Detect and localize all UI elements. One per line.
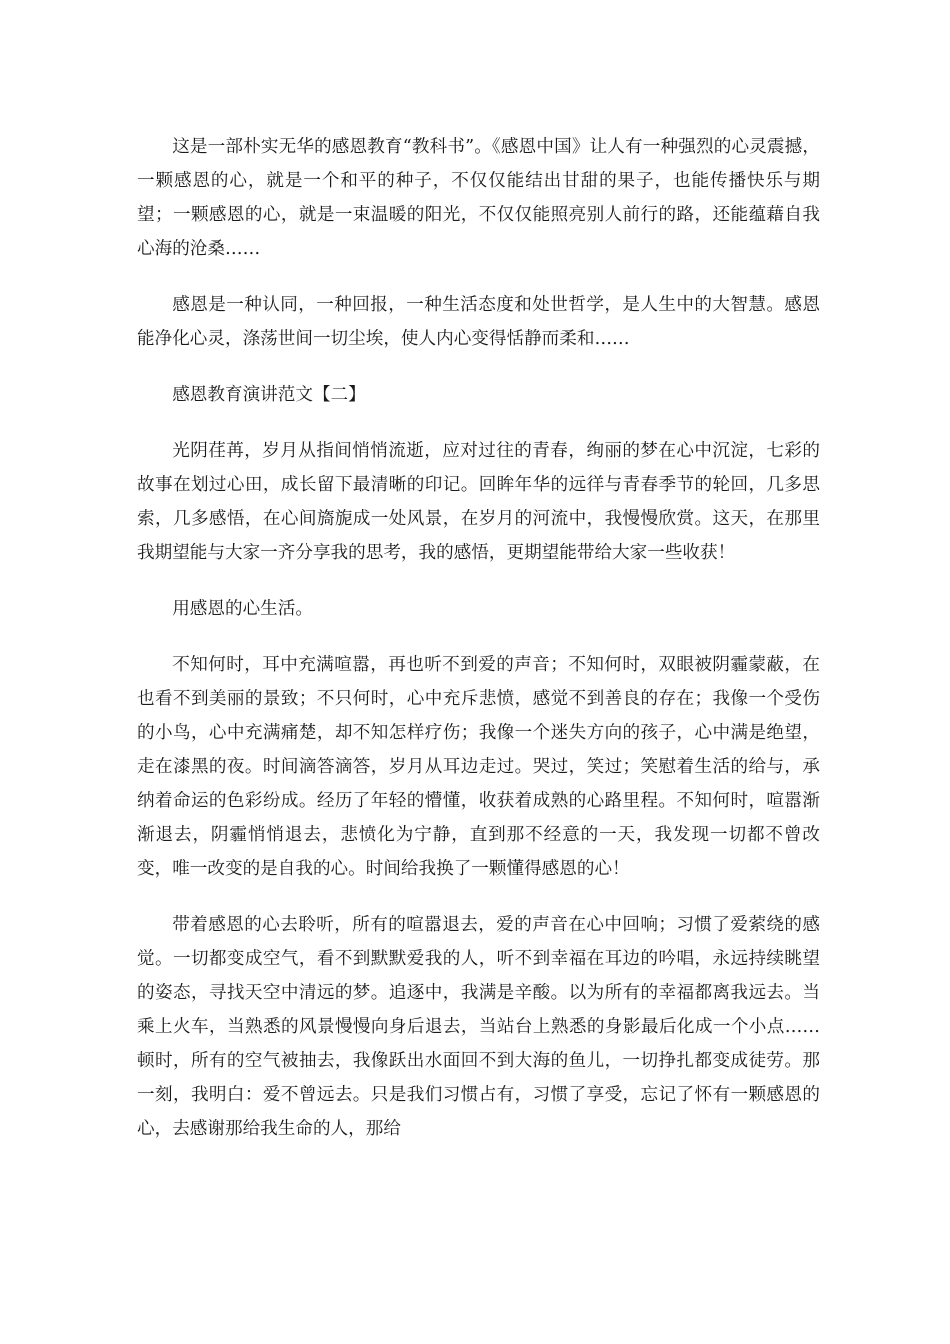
paragraph-time-passing: 光阴荏苒，岁月从指间悄悄流逝，应对过往的青春，绚丽的梦在心中沉淀，七彩的故事在划过心田，成长留下最清晰的印记。回眸年华的远徉与青春季节的轮回，几多思索，几多感悟，在心间旖旎成一处风景，在岁月的河流中，我慢慢欣赏。这天，在那里我期望能与大家一齐分享我的思考，我的感悟，更期望能带给大家一些收获！ bbox=[137, 441, 820, 563]
paragraph-reflection: 不知何时，耳中充满喧嚣，再也听不到爱的声音；不知何时，双眼被阴霾蒙蔽，在也看不到美丽的景致；不只何时，心中充斥悲愤，感觉不到善良的存在；我像一个受伤的小鸟，心中充满痛楚，却不知怎样疗伤；我像一个迷失方向的孩子，心中满是绝望，走在漆黑的夜。时间滴答滴答，岁月从耳边走过。哭过，笑过；笑慰着生活的给与，承纳着命运的色彩纷成。经历了年轻的懵懂，收获着成熟的心路里程。不知何时，喧嚣渐渐退去，阴霾悄悄退去，悲愤化为宁静，直到那不经意的一天，我发现一切都不曾改变，唯一改变的是自我的心。时间给我换了一颗懂得感恩的心！ bbox=[137, 655, 820, 879]
section-heading: 感恩教育演讲范文【二】 bbox=[172, 385, 366, 405]
paragraph-listening: 带着感恩的心去聆听，所有的喧嚣退去，爱的声音在心中回响；习惯了爱萦绕的感觉。一切都变成空气，看不到默默爱我的人，听不到幸福在耳边的吟唱，永远持续眺望的姿态，寻找天空中清远的梦。追逐中，我满是辛酸。以为所有的幸福都离我远去。当乘上火车，当熟悉的风景慢慢向身后退去，当站台上熟悉的身影最后化成一个小点……顿时，所有的空气被抽去，我像跃出水面回不到大海的鱼儿，一切挣扎都变成徒劳。那一刻，我明白：爱不曾远去。只是我们习惯占有，习惯了享受，忘记了怀有一颗感恩的心，去感谢那给我生命的人，那给 bbox=[137, 915, 820, 1139]
document-body bbox=[137, 130, 820, 1168]
subheading-live-with-gratitude: 用感恩的心生活。 bbox=[172, 599, 313, 619]
paragraph-intro: 这是一部朴实无华的感恩教育“教科书”。《感恩中国》让人有一种强烈的心灵震撼，一颗感恩的心，就是一个和平的种子，不仅仅能结出甘甜的果子，也能传播快乐与期望；一颗感恩的心，就是一束温暖的阳光，不仅仅能照亮别人前行的路，还能蕴藉自我心海的沧桑…… bbox=[137, 137, 820, 259]
paragraph-gratitude-definition: 感恩是一种认同，一种回报，一种生活态度和处世哲学，是人生中的大智慧。感恩能净化心灵，涤荡世间一切尘埃，使人内心变得恬静而柔和…… bbox=[137, 295, 820, 349]
